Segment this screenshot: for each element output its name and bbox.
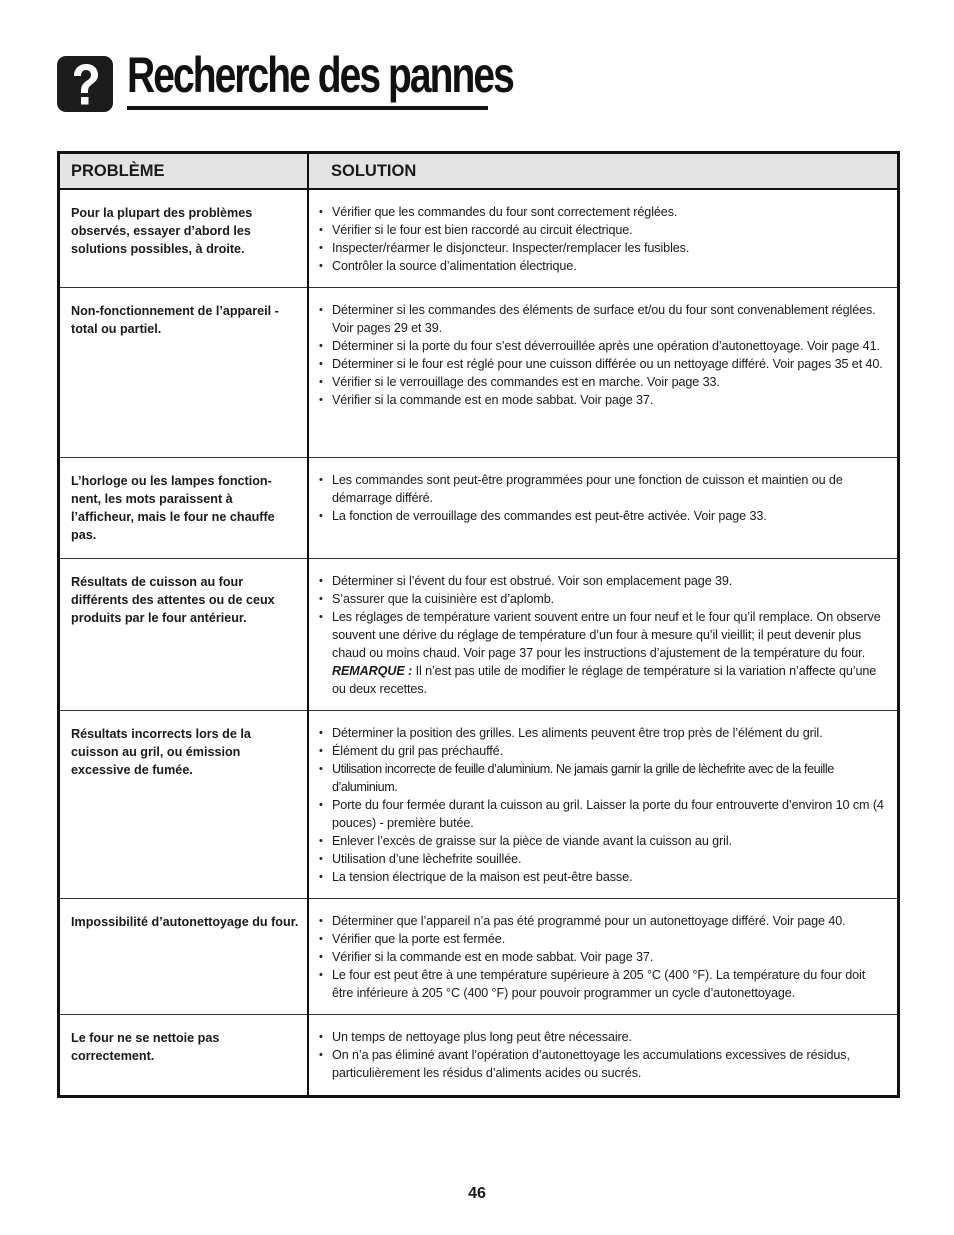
- solution-cell: [308, 711, 899, 899]
- page-title: Recherche des pannes: [127, 47, 513, 103]
- column-header-problem: PROBLÈME: [59, 153, 309, 190]
- solution-item: • Déterminer la position des grilles. Les aliments peuvent être trop près de l’élément du gril.: [319, 724, 887, 742]
- solution-item: • Vérifier si la commande est en mode sabbat. Voir page 37.: [319, 948, 887, 966]
- solution-list: [319, 572, 887, 698]
- solution-item: • Un temps de nettoyage plus long peut être nécessaire.: [319, 1028, 887, 1046]
- solution-item: • Contrôler la source d’alimentation électrique.: [319, 257, 887, 275]
- table-header-row: [59, 153, 899, 190]
- table-row: [59, 189, 899, 288]
- solution-cell: [308, 1015, 899, 1097]
- table-row: [59, 288, 899, 458]
- table-row: [59, 458, 899, 559]
- solution-item: • Vérifier si le verrouillage des commandes est en marche. Voir page 33.: [319, 373, 887, 391]
- solution-text: Les réglages de température varient souvent entre un four neuf et le four qu’il remplace. On observe souvent une dérive du réglage de température d’un four à mesure qu’il vieillit; il peut devenir plus chaud ou moins chaud. Voir page 37 pour les instructions d’ajustement de la température du four.: [332, 610, 881, 660]
- troubleshooting-table: [57, 151, 900, 1098]
- problem-cell: Résultats de cuisson au four différents des attentes ou de ceux produits par le four antérieur.: [59, 559, 309, 711]
- problem-cell: L’horloge ou les lampes fonction-nent, les mots paraissent à l’afficheur, mais le four ne chauffe pas.: [59, 458, 309, 559]
- solution-item: • Déterminer si la porte du four s’est déverrouillée après une opération d’autonettoyage. Voir page 41.: [319, 337, 887, 355]
- table-row: [59, 1015, 899, 1097]
- solution-cell: [308, 189, 899, 288]
- solution-item: • On n’a pas éliminé avant l’opération d’autonettoyage les accumulations excessives de résidus, particulièrement les résidus d’aliments acides ou sucrés.: [319, 1046, 887, 1082]
- remark-text: Il n’est pas utile de modifier le réglage de température si la variation n’affecte qu’une ou deux recettes.: [332, 664, 877, 696]
- table-row: [59, 899, 899, 1015]
- solution-cell: [308, 458, 899, 559]
- page-number: 46: [468, 1185, 486, 1202]
- solution-cell: [308, 288, 899, 458]
- problem-cell: Pour la plupart des problèmes observés, essayer d’abord les solutions possibles, à droite.: [59, 189, 309, 288]
- table-row: [59, 711, 899, 899]
- solution-item: • Vérifier que les commandes du four sont correctement réglées.: [319, 203, 887, 221]
- solution-item: • Inspecter/réarmer le disjoncteur. Inspecter/remplacer les fusibles.: [319, 239, 887, 257]
- solution-list: [319, 471, 887, 525]
- problem-cell: Impossibilité d’autonettoyage du four.: [59, 899, 309, 1015]
- solution-item: • Déterminer si l’évent du four est obstrué. Voir son emplacement page 39.: [319, 572, 887, 590]
- solution-item: • Vérifier si le four est bien raccordé au circuit électrique.: [319, 221, 887, 239]
- table-row: [59, 559, 899, 711]
- solution-item: [319, 608, 887, 698]
- solution-item: • Élément du gril pas préchauffé.: [319, 742, 887, 760]
- problem-cell: Le four ne se nettoie pas correctement.: [59, 1015, 309, 1097]
- solution-item: • Enlever l’excès de graisse sur la pièce de viande avant la cuisson au gril.: [319, 832, 887, 850]
- title-underline: [127, 106, 488, 110]
- solution-list: [319, 1028, 887, 1082]
- solution-list: [319, 912, 887, 1002]
- solution-item: • Déterminer si les commandes des éléments de surface et/ou du four sont convenablement réglées. Voir pages 29 et 39.: [319, 301, 887, 337]
- solution-list: [319, 724, 887, 886]
- solution-item: • S’assurer que la cuisinière est d’aplomb.: [319, 590, 887, 608]
- solution-item: • Déterminer si le four est réglé pour une cuisson différée ou un nettoyage différé. Voir pages 35 et 40.: [319, 355, 887, 373]
- question-mark-icon: [57, 56, 113, 112]
- solution-list: [319, 301, 887, 409]
- solution-item: • Vérifier si la commande est en mode sabbat. Voir page 37.: [319, 391, 887, 409]
- solution-item: • Le four est peut être à une température supérieure à 205 °C (400 °F). La température du four doit être inférieure à 205 °C (400 °F) pour pouvoir programmer un cycle d’autonettoyage.: [319, 966, 887, 1002]
- remark-label: REMARQUE :: [332, 664, 413, 678]
- solution-item: • La tension électrique de la maison est peut-être basse.: [319, 868, 887, 886]
- solution-item: • La fonction de verrouillage des commandes est peut-être activée. Voir page 33.: [319, 507, 887, 525]
- solution-cell: [308, 559, 899, 711]
- solution-item: • Porte du four fermée durant la cuisson au gril. Laisser la porte du four entrouverte d’environ 10 cm (4 pouces) - première butée.: [319, 796, 887, 832]
- problem-cell: Non-fonctionnement de l’appareil - total ou partiel.: [59, 288, 309, 458]
- solution-item: • Utilisation d’une lèchefrite souillée.: [319, 850, 887, 868]
- problem-cell: Résultats incorrects lors de la cuisson au gril, ou émission excessive de fumée.: [59, 711, 309, 899]
- solution-cell: [308, 899, 899, 1015]
- column-header-solution: SOLUTION: [308, 153, 899, 190]
- solution-item: • Déterminer que l’appareil n’a pas été programmé pour un autonettoyage différé. Voir page 40.: [319, 912, 887, 930]
- solution-item: • Les commandes sont peut-être programmées pour une fonction de cuisson et maintien ou de démarrage différé.: [319, 471, 887, 507]
- solution-item: • Vérifier que la porte est fermée.: [319, 930, 887, 948]
- solution-list: [319, 203, 887, 275]
- solution-item: • Utilisation incorrecte de feuille d’aluminium. Ne jamais garnir la grille de lèchefrite avec de la feuille d’aluminium.: [319, 760, 887, 796]
